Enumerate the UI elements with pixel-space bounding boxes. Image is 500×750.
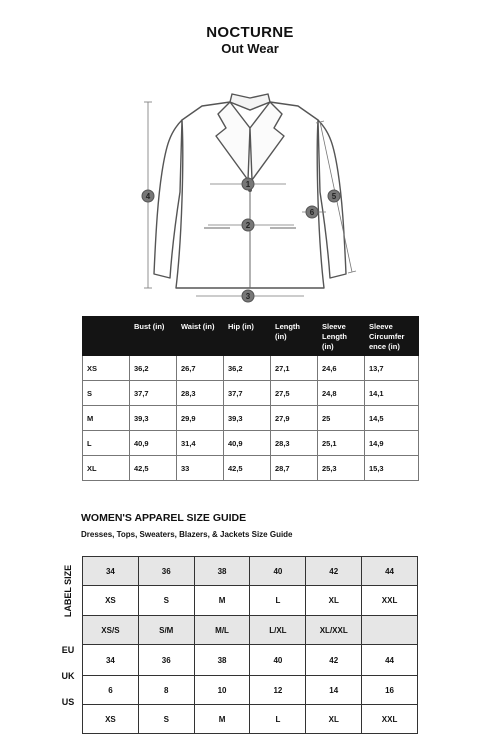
table-cell: 24,6 — [318, 356, 365, 381]
size-cell: 12 — [250, 676, 306, 705]
svg-text:2: 2 — [245, 221, 251, 230]
table-cell: M — [83, 406, 130, 431]
region-row-us — [83, 705, 418, 734]
marker-2 — [242, 219, 254, 231]
table-cell: 33 — [177, 456, 224, 481]
size-cell: L/XL — [250, 616, 306, 645]
table-cell: 28,3 — [271, 431, 318, 456]
label-size-heading: LABEL SIZE — [63, 564, 73, 618]
marker-6 — [306, 206, 318, 218]
table-cell: S — [83, 381, 130, 406]
size-cell: XL — [306, 705, 362, 734]
table-cell: 37,7 — [130, 381, 177, 406]
region-label-us: US — [61, 697, 75, 707]
table-cell: 25 — [318, 406, 365, 431]
size-cell: XXL — [362, 586, 418, 616]
size-conversion-table — [82, 556, 418, 734]
size-cell: 40 — [250, 557, 306, 586]
header-cell: Sleeve Circumfer ence (in) — [365, 317, 419, 356]
size-cell: M — [194, 705, 250, 734]
table-cell: 27,1 — [271, 356, 318, 381]
table-cell: 36,2 — [130, 356, 177, 381]
size-cell: M/L — [194, 616, 250, 645]
label-size-row — [83, 557, 418, 586]
measurement-table — [82, 316, 419, 481]
marker-3 — [242, 290, 254, 302]
size-cell: 6 — [83, 676, 139, 705]
svg-text:3: 3 — [245, 292, 251, 301]
table-row — [83, 456, 419, 481]
size-cell: 42 — [306, 645, 362, 676]
size-cell: 36 — [138, 645, 194, 676]
size-cell: XS/S — [83, 616, 139, 645]
size-cell: 40 — [250, 645, 306, 676]
svg-text:6: 6 — [309, 208, 315, 217]
size-cell: 36 — [138, 557, 194, 586]
header-cell: Waist (in) — [177, 317, 224, 356]
marker-5 — [328, 190, 340, 202]
table-cell: 31,4 — [177, 431, 224, 456]
size-cell: 14 — [306, 676, 362, 705]
size-cell: 8 — [138, 676, 194, 705]
region-label-uk: UK — [61, 671, 75, 681]
size-cell: S/M — [138, 616, 194, 645]
size-cell — [362, 616, 418, 645]
table-cell: XS — [83, 356, 130, 381]
table-cell: 40,9 — [224, 431, 271, 456]
label-size-row — [83, 616, 418, 645]
region-row-uk — [83, 676, 418, 705]
size-guide-title: WOMEN'S APPAREL SIZE GUIDE — [81, 512, 247, 524]
svg-text:1: 1 — [245, 180, 251, 189]
size-cell: 42 — [306, 557, 362, 586]
table-cell: 39,3 — [130, 406, 177, 431]
size-cell: 34 — [83, 557, 139, 586]
jacket-diagram — [120, 88, 380, 310]
table-cell: 29,9 — [177, 406, 224, 431]
table-cell: 26,7 — [177, 356, 224, 381]
size-cell: 44 — [362, 645, 418, 676]
table-cell: 37,7 — [224, 381, 271, 406]
size-cell: 34 — [83, 645, 139, 676]
size-cell: S — [138, 586, 194, 616]
size-cell: 16 — [362, 676, 418, 705]
table-cell: 24,8 — [318, 381, 365, 406]
table-cell: L — [83, 431, 130, 456]
table-cell: 40,9 — [130, 431, 177, 456]
header-cell — [83, 317, 130, 356]
size-cell: XS — [83, 586, 139, 616]
table-cell: 25,3 — [318, 456, 365, 481]
size-guide-subtitle: Dresses, Tops, Sweaters, Blazers, & Jackets Size Guide — [81, 530, 293, 539]
table-cell: 25,1 — [318, 431, 365, 456]
table-cell: 14,5 — [365, 406, 419, 431]
table-cell: 14,1 — [365, 381, 419, 406]
table-row — [83, 381, 419, 406]
header-cell: Bust (in) — [130, 317, 177, 356]
size-cell: 38 — [194, 645, 250, 676]
size-cell: XS — [83, 705, 139, 734]
header-cell: Sleeve Length (in) — [318, 317, 365, 356]
table-cell: 27,9 — [271, 406, 318, 431]
table-cell: 15,3 — [365, 456, 419, 481]
table-cell: 39,3 — [224, 406, 271, 431]
table-row — [83, 356, 419, 381]
size-cell: 38 — [194, 557, 250, 586]
table-row — [83, 406, 419, 431]
table-cell: 28,3 — [177, 381, 224, 406]
size-cell: 10 — [194, 676, 250, 705]
header-cell: Hip (in) — [224, 317, 271, 356]
label-size-row — [83, 586, 418, 616]
table-cell: 42,5 — [224, 456, 271, 481]
region-row-eu — [83, 645, 418, 676]
marker-1 — [242, 178, 254, 190]
size-cell: XL — [306, 586, 362, 616]
table-cell: 14,9 — [365, 431, 419, 456]
marker-4 — [142, 190, 154, 202]
svg-text:5: 5 — [331, 192, 337, 201]
table-cell: 13,7 — [365, 356, 419, 381]
page-subtitle: Out Wear — [221, 41, 279, 56]
table-cell: 42,5 — [130, 456, 177, 481]
svg-text:4: 4 — [145, 192, 151, 201]
measurement-header-row — [83, 317, 419, 356]
size-cell: L — [250, 705, 306, 734]
size-cell: XL/XXL — [306, 616, 362, 645]
table-cell: XL — [83, 456, 130, 481]
table-cell: 28,7 — [271, 456, 318, 481]
size-cell: L — [250, 586, 306, 616]
table-cell: 36,2 — [224, 356, 271, 381]
region-label-eu: EU — [61, 645, 75, 655]
table-cell: 27,5 — [271, 381, 318, 406]
table-row — [83, 431, 419, 456]
size-cell: S — [138, 705, 194, 734]
size-cell: XXL — [362, 705, 418, 734]
size-cell: 44 — [362, 557, 418, 586]
header-cell: Length (in) — [271, 317, 318, 356]
size-cell: M — [194, 586, 250, 616]
brand-title: NOCTURNE — [206, 24, 294, 41]
